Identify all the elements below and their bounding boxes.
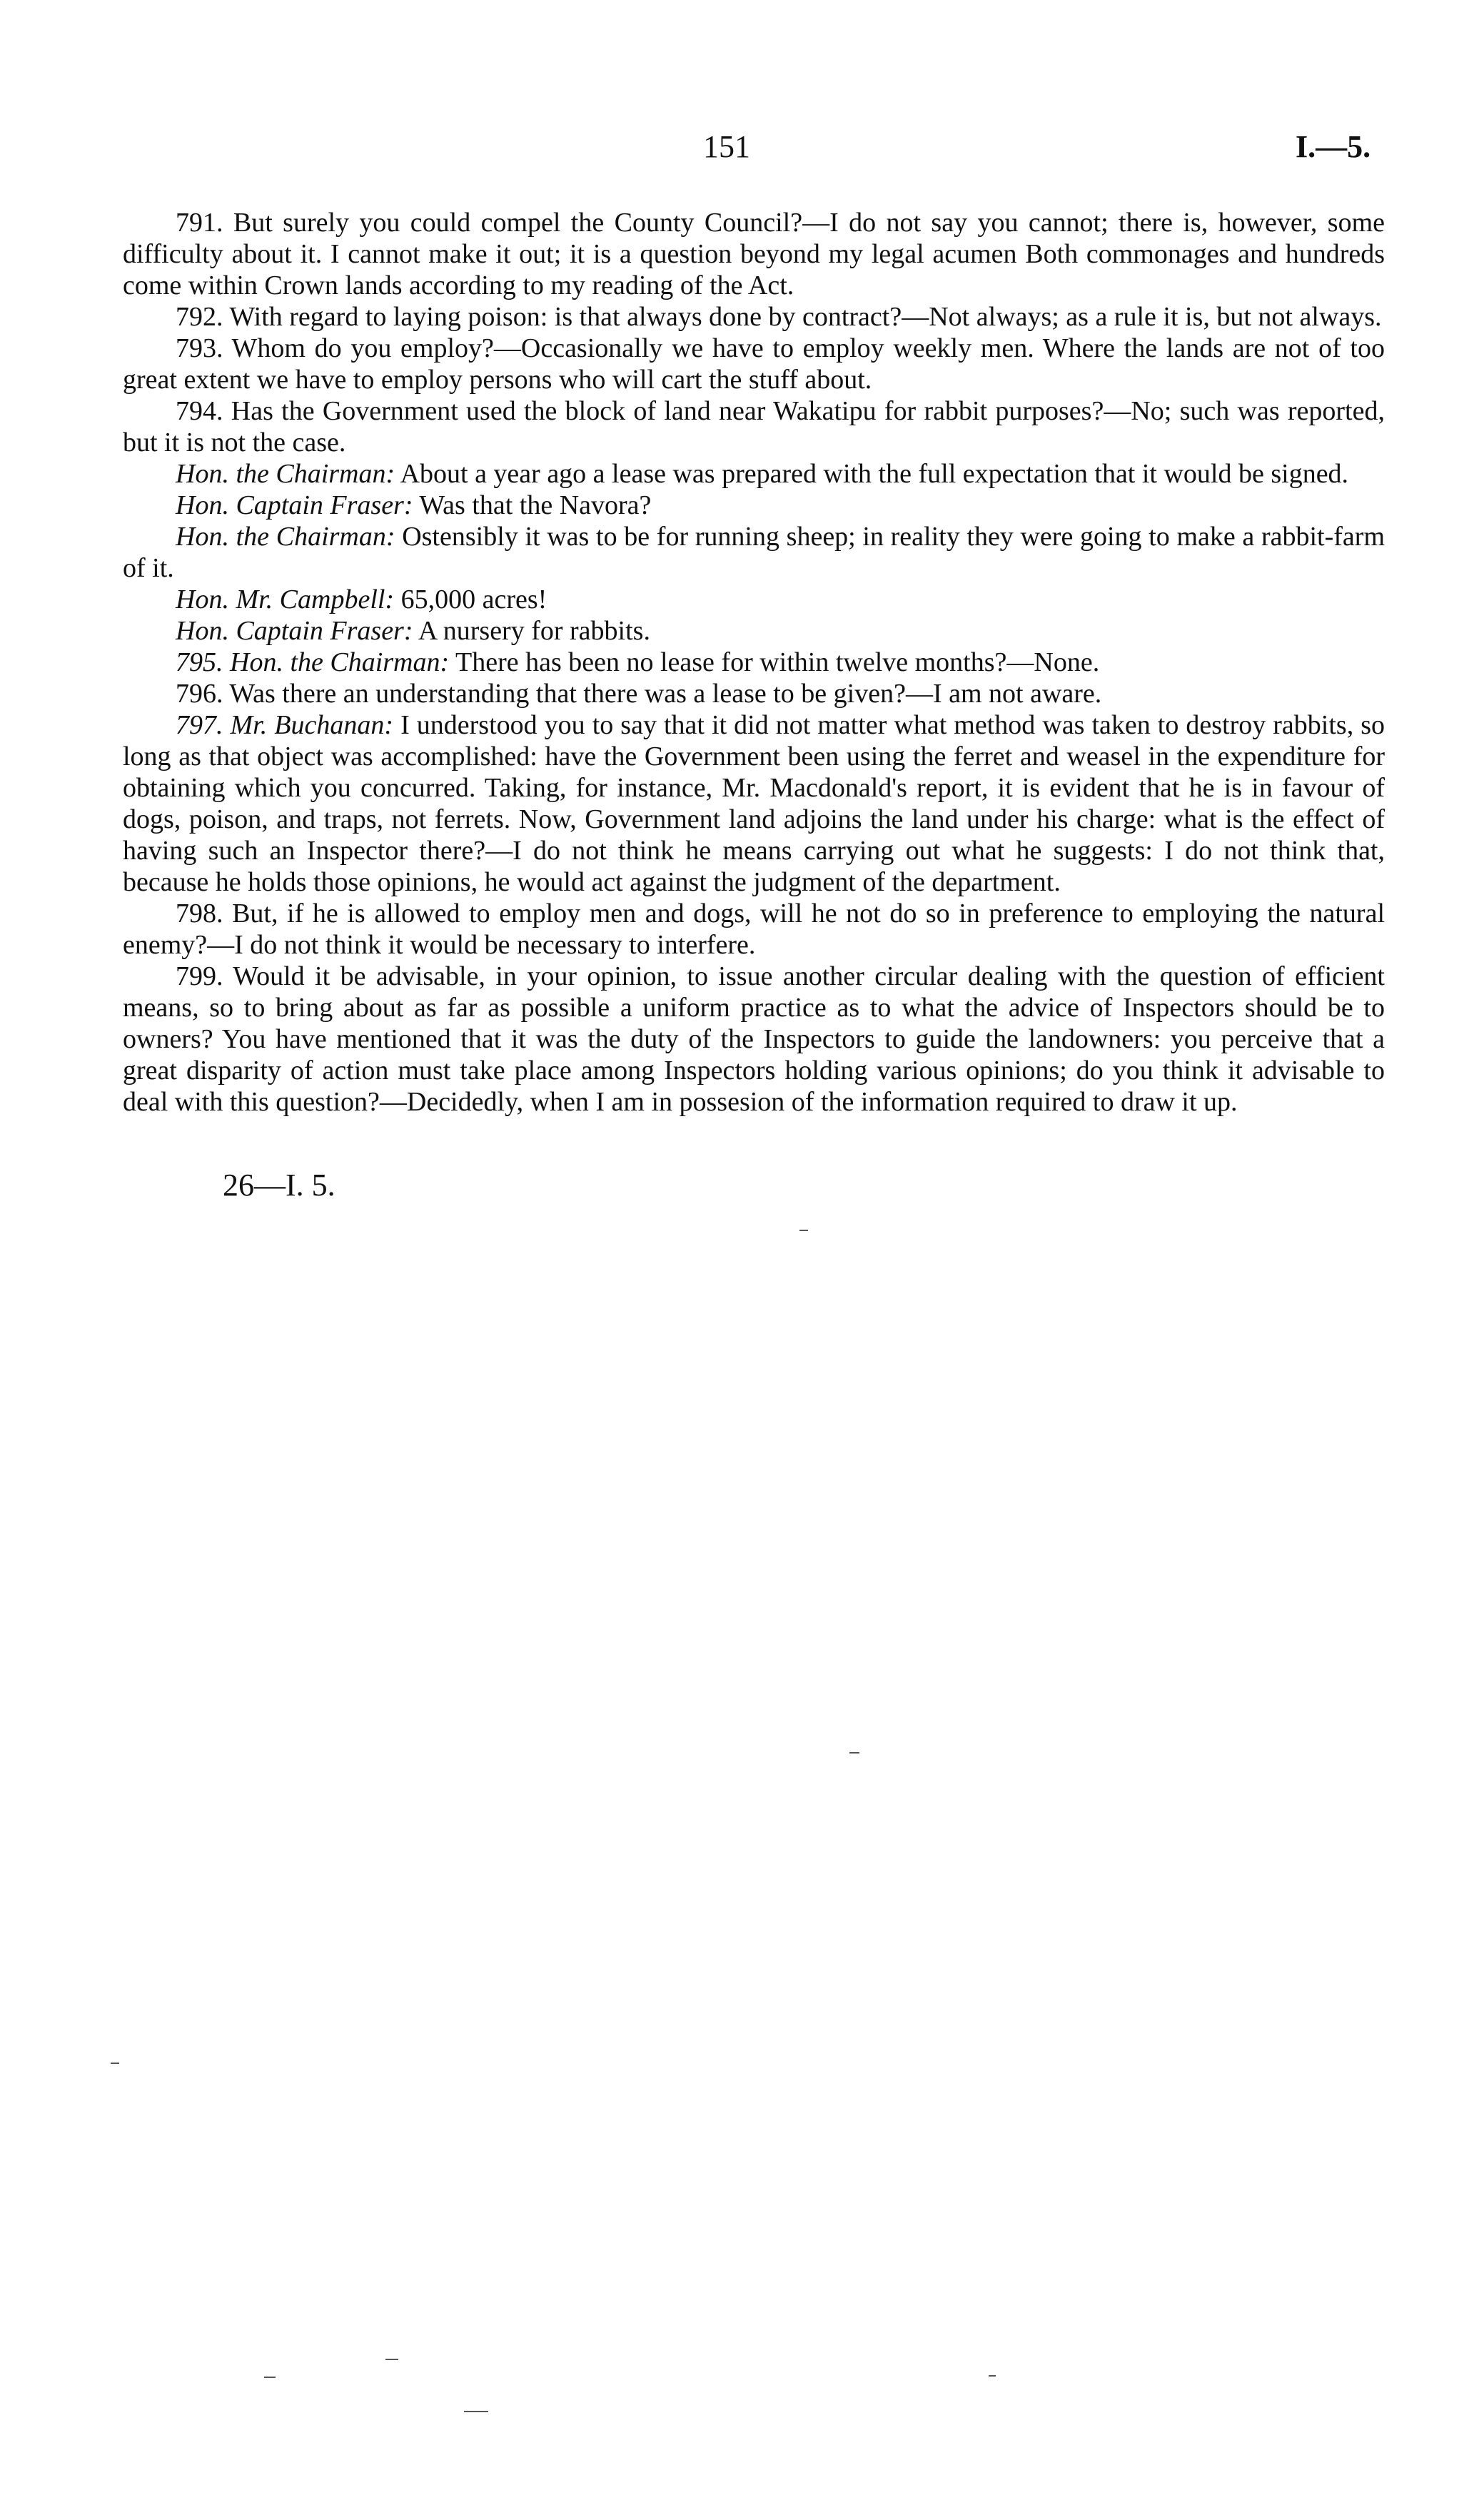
speaker-label: Hon. Captain Fraser: <box>176 616 413 646</box>
scan-speck <box>385 2359 398 2360</box>
paragraph-text: 796. Was there an understanding that there was a lease to be given?—I am not aware. <box>176 679 1102 709</box>
paragraph <box>123 395 1385 458</box>
speaker-label: 795. Hon. the Chairman: <box>176 647 450 677</box>
paragraph <box>123 615 1385 647</box>
paragraph <box>123 709 1385 898</box>
paragraph-text: A nursery for rabbits. <box>418 616 650 646</box>
scan-speck <box>849 1752 859 1754</box>
paragraph-text: 792. With regard to laying poison: is that always done by contract?—Not always; as a rule it is, but not always. <box>176 302 1382 332</box>
speaker-label: Hon. the Chairman: <box>176 459 395 489</box>
paragraph <box>123 333 1385 395</box>
paragraph <box>123 521 1385 584</box>
paragraph <box>123 207 1385 301</box>
paragraph-text: There has been no lease for within twelve months?—None. <box>455 647 1100 677</box>
speaker-label: Hon. Mr. Campbell: <box>176 585 395 614</box>
scan-speck <box>111 2063 119 2064</box>
paragraph <box>123 898 1385 961</box>
paragraph <box>123 490 1385 521</box>
paragraph <box>123 584 1385 615</box>
paragraph <box>123 458 1385 490</box>
paragraph <box>123 961 1385 1118</box>
document-reference: I.—5. <box>1296 129 1371 164</box>
speaker-label: Hon. Captain Fraser: <box>176 490 413 520</box>
paragraph-text: 793. Whom do you employ?—Occasionally we have to employ weekly men. Where the lands are not of too great extent we have to employ persons who will cart the stuff about. <box>123 333 1385 395</box>
scan-speck <box>989 2375 996 2377</box>
speaker-label: 797. Mr. Buchanan: <box>176 710 394 740</box>
paragraph-text: Ostensibly it was to be for running sheep; in reality they were going to make a rabbit-farm of it. <box>123 522 1385 583</box>
paragraph <box>123 301 1385 333</box>
scan-speck <box>264 2377 276 2378</box>
scan-speck <box>799 1230 808 1231</box>
paragraph <box>123 678 1385 709</box>
scan-speck <box>464 2411 488 2412</box>
paragraph-text: I understood you to say that it did not matter what method was taken to destroy rabbits, so long as that object was accomplished: have the Government been using the ferret and weasel in the expenditure for obtaining which you concurred. Taking, for instance, Mr. Macdonald's report, it is evident that he is in favour of dogs, poison, and traps, not ferrets. Now, Government land adjoins the land under his charge: what is the effect of having such an Inspector there?—I do not think he means carrying out what he suggests: I do not think that, because he holds those opinions, he would act against the judgment of the department. <box>123 710 1385 897</box>
paragraph-text: 798. But, if he is allowed to employ men and dogs, will he not do so in preference to employing the natural enemy?—I do not think it would be necessary to interfere. <box>123 899 1385 960</box>
speaker-label: Hon. the Chairman: <box>176 522 395 552</box>
paragraph-text: 65,000 acres! <box>400 585 547 614</box>
paragraph-text: About a year ago a lease was prepared with the full expectation that it would be signed. <box>400 459 1349 489</box>
signature-mark: 26—I. 5. <box>223 1168 335 1203</box>
paragraph-text: 794. Has the Government used the block of land near Wakatipu for rabbit purposes?—No; such was reported, but it is not the case. <box>123 396 1385 457</box>
paragraph-text: Was that the Navora? <box>419 490 652 520</box>
paragraph <box>123 647 1385 678</box>
page-number: 151 <box>703 129 750 164</box>
page-header <box>0 128 1484 171</box>
paragraph-text: 791. But surely you could compel the County Council?—I do not say you cannot; there is, however, some difficulty about it. I cannot make it out; it is a question beyond my legal acumen Both commonages and hundreds come within Crown lands according to my reading of the Act. <box>123 208 1385 300</box>
body-text <box>123 207 1385 1118</box>
paragraph-text: 799. Would it be advisable, in your opinion, to issue another circular dealing with the question of efficient means, so to bring about as far as possible a uniform practice as to what the advice of Inspectors should be to owners? You have mentioned that it was the duty of the Inspectors to guide the landowners: you perceive that a great disparity of action must take place among Inspectors holding various opinions; do you think it advisable to deal with this question?—Decidedly, when I am in possesion of the information required to draw it up. <box>123 961 1385 1117</box>
